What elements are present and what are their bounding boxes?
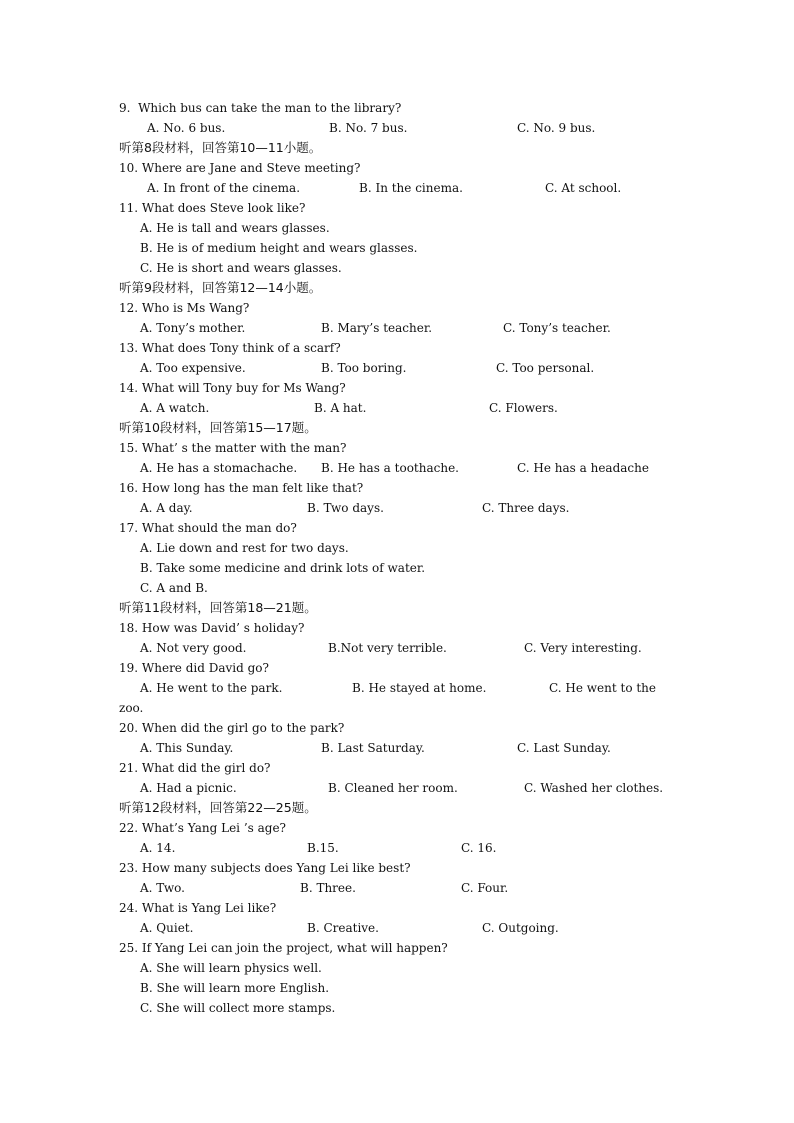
answer-options-row <box>119 118 689 138</box>
answer-option: A. Lie down and rest for two days. <box>140 541 349 555</box>
answer-option: B. He stayed at home. <box>352 681 487 695</box>
answer-option: C. 16. <box>461 841 497 855</box>
answer-options-row <box>119 918 689 938</box>
answer-option: A. Two. <box>140 881 185 895</box>
answer-option: A. This Sunday. <box>140 741 234 755</box>
answer-option: B. A hat. <box>314 401 367 415</box>
answer-option: A. Not very good. <box>140 641 247 655</box>
answer-option: A. Quiet. <box>140 921 194 935</box>
answer-option: A. Tony’s mother. <box>140 321 246 335</box>
answer-options-row <box>119 458 689 478</box>
question-line: 17. What should the man do? <box>119 521 297 535</box>
answer-options-row <box>119 638 689 658</box>
question-line: 22. What’s Yang Lei ’s age? <box>119 821 286 835</box>
answer-option: C. Four. <box>461 881 509 895</box>
question-line: 25. If Yang Lei can join the project, what will happen? <box>119 941 448 955</box>
answer-option: B. He is of medium height and wears glasses. <box>140 241 418 255</box>
question-line: 19. Where did David go? <box>119 661 269 675</box>
answer-option: C. Last Sunday. <box>517 741 611 755</box>
answer-option: C. Tony’s teacher. <box>503 321 611 335</box>
question-line: 23. How many subjects does Yang Lei like best? <box>119 861 411 875</box>
answer-options-row <box>119 738 689 758</box>
answer-option: A. He went to the park. <box>140 681 283 695</box>
answer-option: B. She will learn more English. <box>140 981 330 995</box>
question-line: 13. What does Tony think of a scarf? <box>119 341 341 355</box>
answer-option: B. Last Saturday. <box>321 741 425 755</box>
answer-options-row <box>119 878 689 898</box>
answer-option: B. No. 7 bus. <box>329 121 408 135</box>
answer-option: B. Cleaned her room. <box>328 781 458 795</box>
section-heading: 听第11段材料，回答第18—21题。 <box>119 600 317 615</box>
section-heading: 听第9段材料，回答第12—14小题。 <box>119 280 322 295</box>
answer-option: B.Not very terrible. <box>328 641 447 655</box>
question-line: 12. Who is Ms Wang? <box>119 301 250 315</box>
answer-option: A. A day. <box>140 501 193 515</box>
answer-option: B. Take some medicine and drink lots of water. <box>140 561 426 575</box>
answer-option: A. She will learn physics well. <box>140 961 322 975</box>
section-heading: 听第12段材料，回答第22—25题。 <box>119 800 317 815</box>
answer-option: C. Too personal. <box>496 361 595 375</box>
answer-option: C. Washed her clothes. <box>524 781 664 795</box>
section-heading: 听第8段材料，回答第10—11小题。 <box>119 140 322 155</box>
answer-option: A. Too expensive. <box>140 361 246 375</box>
answer-options-row <box>119 498 689 518</box>
answer-option: A. He has a stomachache. <box>140 461 298 475</box>
answer-option: C. Flowers. <box>489 401 558 415</box>
question-line: 15. What’ s the matter with the man? <box>119 441 347 455</box>
answer-options-row <box>119 358 689 378</box>
answer-option: B. Three. <box>300 881 356 895</box>
answer-options-row <box>119 838 689 858</box>
answer-options-row <box>119 318 689 338</box>
answer-option: A. A watch. <box>140 401 210 415</box>
answer-options-row <box>119 398 689 418</box>
answer-option: A. In front of the cinema. <box>147 181 301 195</box>
answer-option: B.15. <box>307 841 339 855</box>
question-line: 21. What did the girl do? <box>119 761 271 775</box>
question-line: 10. Where are Jane and Steve meeting? <box>119 161 361 175</box>
question-line: 24. What is Yang Lei like? <box>119 901 277 915</box>
question-line: zoo. <box>119 701 144 715</box>
answer-option: C. No. 9 bus. <box>517 121 596 135</box>
question-line: 18. How was David’ s holiday? <box>119 621 305 635</box>
answer-option: B. Mary’s teacher. <box>321 321 433 335</box>
answer-option: C. He is short and wears glasses. <box>140 261 342 275</box>
answer-option: A. 14. <box>140 841 176 855</box>
answer-option: C. Three days. <box>482 501 570 515</box>
answer-options-row <box>119 678 689 698</box>
exam-page <box>119 98 689 1018</box>
answer-option: C. At school. <box>545 181 622 195</box>
answer-option: B. He has a toothache. <box>321 461 459 475</box>
answer-option: C. He went to the <box>549 681 657 695</box>
answer-option: C. She will collect more stamps. <box>140 1001 336 1015</box>
answer-option: A. He is tall and wears glasses. <box>140 221 330 235</box>
question-line: 20. When did the girl go to the park? <box>119 721 345 735</box>
answer-option: B. Too boring. <box>321 361 407 375</box>
answer-option: C. He has a headache <box>517 461 649 475</box>
answer-option: A. No. 6 bus. <box>147 121 226 135</box>
question-line: 14. What will Tony buy for Ms Wang? <box>119 381 346 395</box>
answer-option: B. Two days. <box>307 501 384 515</box>
section-heading: 听第10段材料，回答第15—17题。 <box>119 420 317 435</box>
answer-option: C. Outgoing. <box>482 921 559 935</box>
answer-option: B. In the cinema. <box>359 181 463 195</box>
answer-option: C. Very interesting. <box>524 641 642 655</box>
question-line: 16. How long has the man felt like that? <box>119 481 364 495</box>
answer-option: C. A and B. <box>140 581 208 595</box>
question-line: 9. Which bus can take the man to the library? <box>119 101 402 115</box>
answer-options-row <box>119 778 689 798</box>
answer-options-row <box>119 178 689 198</box>
answer-option: B. Creative. <box>307 921 379 935</box>
answer-option: A. Had a picnic. <box>140 781 237 795</box>
question-line: 11. What does Steve look like? <box>119 201 306 215</box>
